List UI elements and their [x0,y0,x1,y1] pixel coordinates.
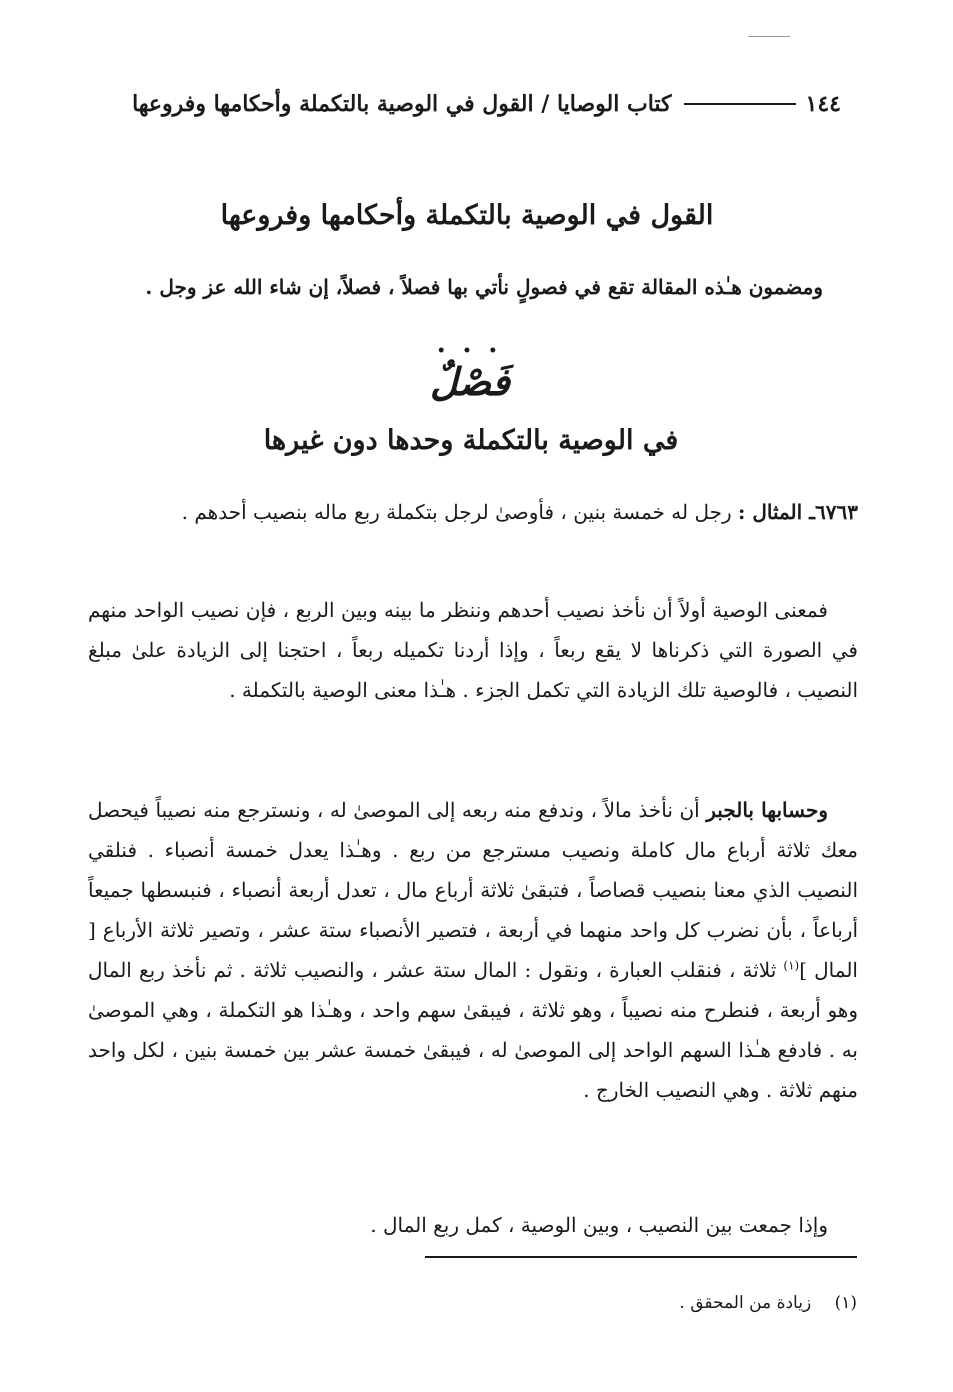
footnote [357,1290,857,1316]
paragraph-example [88,492,858,532]
footnote-reference[interactable]: (١) [783,958,800,973]
algebra-text-part1: أن نأخذ مالاً ، وندفع منه ربعه إلى الموصىٰ له ، ونسترجع منه نصيباً فيحصل معك ثلاثة أرباع مال كاملة ونصيب مسترجع من ربع . وهـٰذا يعدل خمسة أنصباء . فنلقي النصيب الذي معنا بنصيب قصاصاً ، فتبقىٰ ثلاثة أرباع مال ، تعدل أربعة أنصباء ، فنبسطها جميعاً أرباعاً ، بأن نضرب كل واحد منهما في أربعة ، فتصير الأنصباء ستة عشر ، وتصير ثلاثة الأرباع [ المال ] [88,798,858,982]
page-number: ١٤٤ [805,91,841,117]
algebra-lead: وحسابها بالجبر [706,798,828,822]
paragraph-meaning: فمعنى الوصية أولاً أن نأخذ نصيب أحدهم وننظر ما بينه وبين الربع ، فإن نصيب الواحد منهم في الصورة التي ذكرناها لا يقع ربعاً ، وإذا أردنا تكميله ربعاً ، احتجنا إلى الزيادة علىٰ مبلغ النصيب ، فالوصية تلك الزيادة التي تكمل الجزء . هـٰذا معنى الوصية بالتكملة . [88,598,858,702]
example-number-lead: ٦٧٦٣ـ المثال : [737,500,858,524]
scan-mark [748,36,790,37]
chapter-title: القول في الوصية بالتكملة وأحكامها وفروعها [220,200,714,231]
paragraph-conclusion: وإذا جمعت بين النصيب ، وبين الوصية ، كمل ربع المال . [370,1213,828,1237]
paragraph-algebra [88,790,858,1110]
footnote-number: (١) [834,1293,857,1313]
section-ornament [410,343,530,412]
running-header [81,84,841,124]
section-title: في الوصية بالتكملة وحدها دون غيرها [263,425,679,456]
footnote-text: زيادة من المحقق . [679,1293,812,1313]
section-ornament-text: فَصْلٌ [430,359,510,404]
example-text: رجل له خمسة بنين ، فأوصىٰ لرجل بتكملة ربع ماله بنصيب أحدهم . [181,500,738,524]
running-header-title: كتاب الوصايا / القول في الوصية بالتكملة وأحكامها وفروعها [132,91,672,117]
algebra-text-part2: ثلاثة ، فنقلب العبارة ، ونقول : المال ستة عشر ، والنصيب ثلاثة . ثم نأخذ ربع المال وهو أربعة ، فنطرح منه نصيباً ، وهو ثلاثة ، فيبقىٰ سهم واحد ، وهـٰذا هو التكملة ، وهي الموصىٰ به . فادفع هـٰذا السهم الواحد إلى الموصىٰ له ، فيبقىٰ خمسة عشر بين خمسة بنين ، لكل واحد منهم ثلاثة . وهي النصيب الخارج . [88,958,858,1102]
footnote-divider [425,1256,857,1258]
chapter-intro: ومضمون هـٰذه المقالة تقع في فصولٍ نأتي بها فصلاً ، فصلاً، إن شاء الله عز وجل . [145,275,823,299]
header-rule [684,103,796,105]
ornament-dots-icon: • • • [436,343,504,359]
